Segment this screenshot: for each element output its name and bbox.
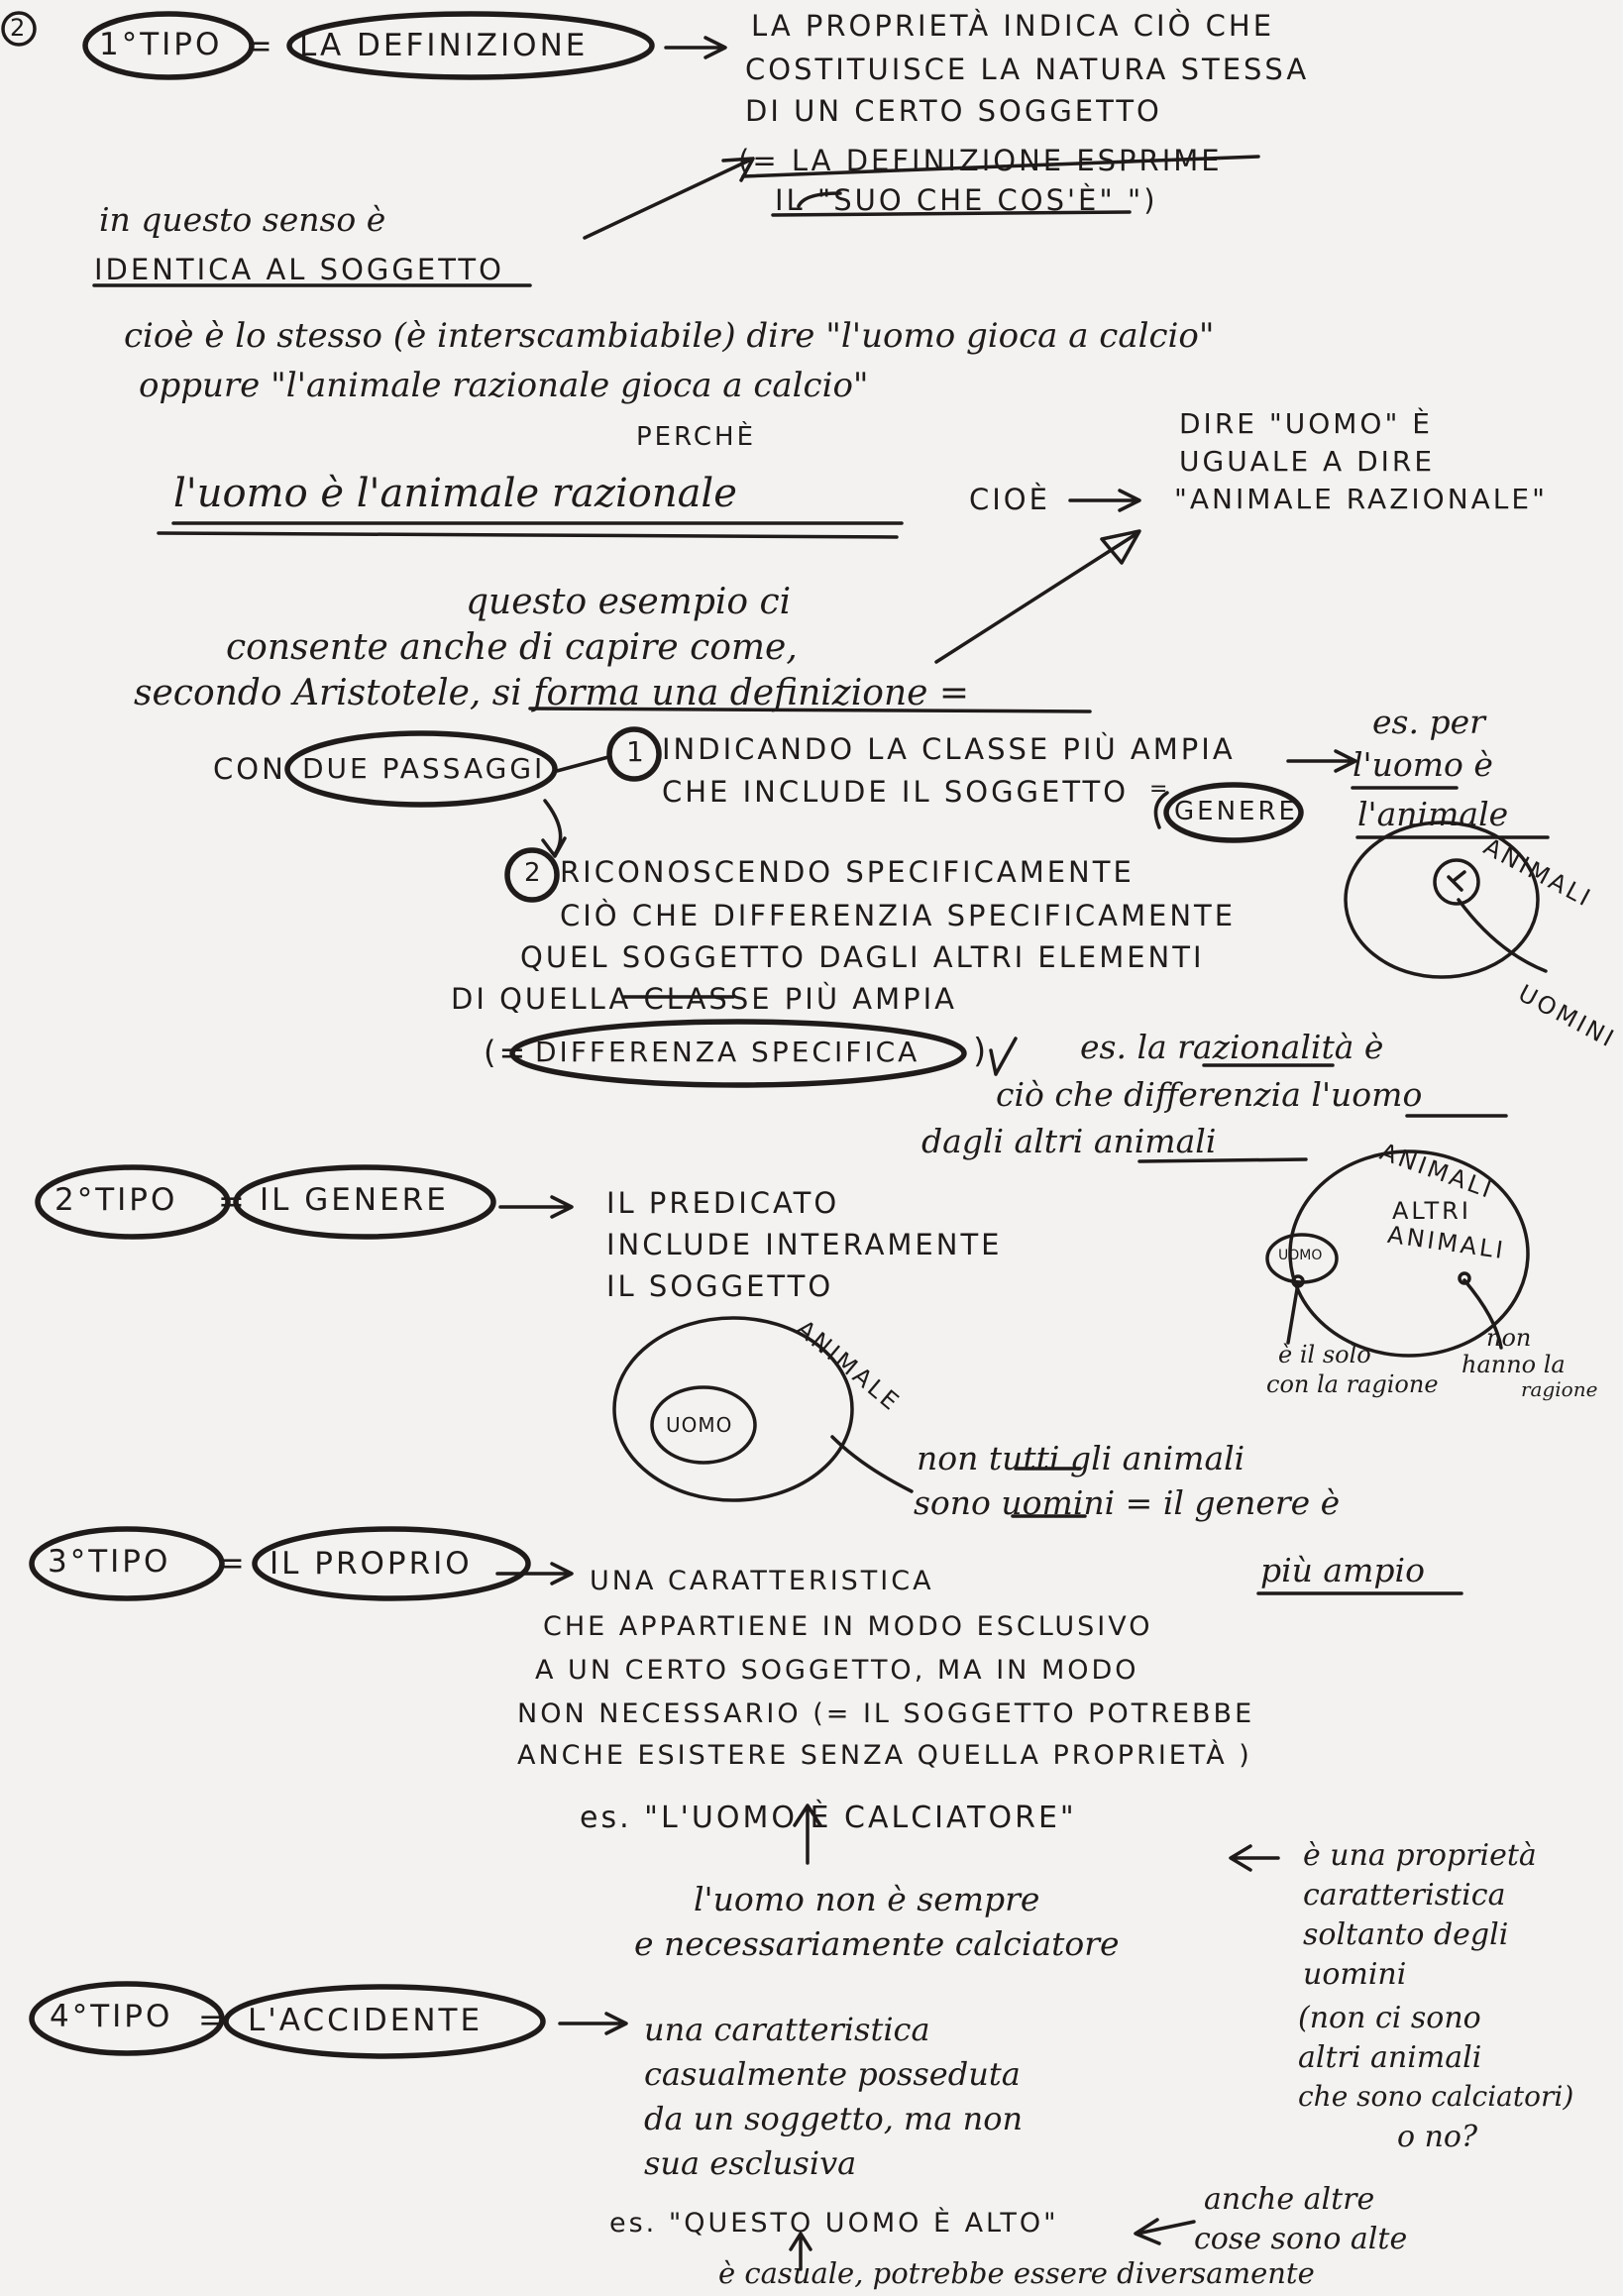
- es1-line-3: l'animale: [1357, 795, 1509, 833]
- tipo2-note-line-3: più ampio: [1260, 1551, 1425, 1589]
- tipo4-note-below: è casuale, potrebbe essere diversamente: [718, 2256, 1315, 2290]
- es1-line-1: es. per: [1372, 703, 1485, 741]
- arrow-to-paren: [585, 159, 753, 238]
- diagram2-altri-line-2: ANIMALI: [1385, 1220, 1508, 1265]
- es2-line-3: dagli altri animali: [921, 1122, 1217, 1160]
- tipo1-dire-line-1: DIRE "UOMO" È: [1179, 407, 1433, 440]
- step1-line-1: INDICANDO LA CLASSE PIÙ AMPIA: [662, 732, 1236, 766]
- tipo4-desc-line-4: sua esclusiva: [644, 2144, 857, 2182]
- es2-line-2: ciò che differenzia l'uomo: [996, 1075, 1423, 1114]
- tipo2-desc-line-2: INCLUDE INTERAMENTE: [606, 1228, 1003, 1261]
- step2-line-2: CIÒ CHE DIFFERENZIA SPECIFICAMENTE: [560, 899, 1237, 932]
- tipo1-example-line-1: cioè è lo stesso (è interscambiabile) dire "l'uomo gioca a calcio": [124, 316, 1215, 356]
- diagram2-note2-line-1: non: [1486, 1324, 1532, 1352]
- tipo2-diagram-inner: UOMO: [666, 1413, 733, 1437]
- es1-line-2: l'uomo è: [1352, 745, 1493, 784]
- arrow-tipo1: [666, 38, 725, 57]
- step2-line-4: DI QUELLA CLASSE PIÙ AMPIA: [451, 982, 958, 1016]
- tipo3-note-right-6: altri animali: [1298, 2040, 1482, 2075]
- step2-line-3: QUEL SOGGETTO DAGLI ALTRI ELEMENTI: [520, 940, 1205, 974]
- def-due-passaggi: DUE PASSAGGI: [302, 752, 546, 785]
- def-con: CON: [213, 752, 286, 786]
- tipo4-name: L'ACCIDENTE: [248, 2003, 484, 2038]
- arrow-es-per: [1288, 751, 1355, 771]
- tipo3-desc-line-1: UNA CARATTERISTICA: [590, 1566, 934, 1596]
- step1-genere: GENERE: [1174, 797, 1298, 826]
- tipo3-desc-line-5: ANCHE ESISTERE SENZA QUELLA PROPRIETÀ ): [517, 1740, 1252, 1771]
- tipo1-desc-line-1: LA PROPRIETÀ INDICA CIÒ CHE: [751, 9, 1275, 43]
- tipo1-dire-line-2: UGUALE A DIRE: [1179, 445, 1436, 478]
- tipo2-label: 2°TIPO: [54, 1182, 178, 1218]
- equals-sign-2: =: [218, 1182, 248, 1220]
- diagram2-note2-line-2: hanno la: [1461, 1351, 1566, 1378]
- arrow-left-proprieta: [1231, 1846, 1278, 1870]
- arrow-left-alto: [1136, 2220, 1194, 2243]
- tipo4-desc-line-2: casualmente posseduta: [644, 2055, 1021, 2093]
- equals-sign-1: =: [246, 27, 275, 64]
- es2-line-1: es. la razionalità è: [1080, 1028, 1384, 1066]
- tipo4-desc-line-1: una caratteristica: [644, 2011, 930, 2048]
- tipo2-name: IL GENERE: [260, 1182, 449, 1218]
- def-intro-line-1: questo esempio ci: [466, 582, 792, 622]
- tipo4-desc-line-3: da un soggetto, ma non: [644, 2100, 1024, 2137]
- step1-line-2: CHE INCLUDE IL SOGGETTO: [662, 775, 1130, 809]
- tipo3-note-right-5: (non ci sono: [1298, 2001, 1481, 2035]
- tipo1-example-line-2: oppure "l'animale razionale gioca a calcio": [139, 366, 869, 405]
- tipo3-note-right-1: è una proprietà: [1303, 1838, 1537, 1873]
- tipo4-label: 4°TIPO: [50, 1999, 173, 2034]
- tipo1-note-line-1: in questo senso è: [99, 200, 386, 239]
- tipo3-note-right-7: che sono calciatori): [1298, 2080, 1574, 2113]
- tipo3-note-right-8: o no?: [1397, 2120, 1478, 2154]
- underline-main-sentence-2: [159, 533, 897, 537]
- tipo3-label: 3°TIPO: [48, 1544, 171, 1580]
- tipo1-desc-line-3: DI UN CERTO SOGGETTO: [745, 94, 1162, 128]
- tipo3-desc-line-3: A UN CERTO SOGGETTO, MA IN MODO: [535, 1655, 1139, 1686]
- arrow-to-dire: [936, 531, 1139, 662]
- tipo4-example: es. "QUESTO UOMO È ALTO": [609, 2208, 1059, 2239]
- tipo2-desc-line-1: IL PREDICATO: [606, 1186, 840, 1220]
- tipo3-note-right-4: uomini: [1303, 1957, 1407, 1992]
- page-number: 2: [10, 14, 26, 42]
- tipo3-example: es. "L'UOMO È CALCIATORE": [580, 1801, 1077, 1835]
- diagram1-mark: [1449, 872, 1464, 890]
- tipo1-desc-line-2: COSTITUISCE LA NATURA STESSA: [745, 53, 1310, 86]
- tipo1-paren-line-1: (= LA DEFINIZIONE ESPRIME: [738, 144, 1223, 177]
- tipo2-desc-line-3: IL SOGGETTO: [606, 1269, 834, 1303]
- def-intro-line-2: consente anche di capire come,: [226, 627, 798, 668]
- tipo3-note-right-3: soltanto degli: [1303, 1917, 1509, 1952]
- tick-es2: [991, 1039, 1016, 1074]
- step2-line-1: RICONOSCENDO SPECIFICAMENTE: [560, 855, 1135, 889]
- diagram2-label-uomo: UOMO: [1278, 1248, 1323, 1263]
- tipo4-note-right-1: anche altre: [1204, 2182, 1375, 2217]
- tipo3-note-below-1: l'uomo non è sempre: [694, 1880, 1040, 1918]
- tipo1-name: LA DEFINIZIONE: [299, 28, 589, 63]
- tipo1-paren-line-2: IL "SUO CHE COS'È" "): [775, 183, 1158, 217]
- def-intro-line-3: secondo Aristotele, si forma una definizione =: [134, 673, 970, 713]
- tipo2-note-line-1: non tutti gli animali: [917, 1439, 1245, 1477]
- step2-paren-open: (=: [484, 1034, 529, 1071]
- tipo1-cioe: CIOÈ: [969, 483, 1050, 516]
- tipo4-note-right-2: cose sono alte: [1194, 2222, 1408, 2256]
- tipo3-desc-line-2: CHE APPARTIENE IN MODO ESCLUSIVO: [543, 1611, 1153, 1642]
- diagram2-note2-line-3: ragione: [1521, 1377, 1598, 1401]
- diagram2-label-outer: ANIMALI: [1376, 1138, 1498, 1205]
- tipo3-name: IL PROPRIO: [270, 1546, 473, 1582]
- step1-number: 1: [626, 735, 644, 768]
- diagram1-inner-circle: [1435, 860, 1478, 904]
- diagram2-pointer-1: [1288, 1283, 1298, 1343]
- tipo1-perche: PERCHÈ: [636, 422, 757, 452]
- equals-sign-4: =: [198, 2001, 228, 2038]
- arrow-tipo2: [500, 1197, 572, 1217]
- line-to-step-1: [557, 757, 608, 771]
- step2-differenza: DIFFERENZA SPECIFICA: [535, 1036, 920, 1068]
- diagram1-label-inner: UOMINI: [1513, 979, 1621, 1054]
- tipo2-note-line-2: sono uomini = il genere è: [914, 1483, 1341, 1522]
- diagram2-note1-line-1: è il solo: [1278, 1341, 1371, 1368]
- tipo1-label: 1°TIPO: [99, 27, 223, 62]
- arrow-to-step-2: [543, 801, 565, 856]
- arrow-cioe: [1070, 491, 1139, 510]
- tipo2-diagram-outer: ANIMALE: [791, 1314, 907, 1418]
- tipo1-main-sentence: l'uomo è l'animale razionale: [173, 471, 737, 516]
- tipo3-note-right-2: caratteristica: [1303, 1878, 1506, 1913]
- diagram2-note1-line-2: con la ragione: [1266, 1370, 1439, 1398]
- diagram2-altri-line-1: ALTRI: [1392, 1197, 1471, 1225]
- tipo1-dire-line-3: "ANIMALE RAZIONALE": [1174, 483, 1548, 515]
- step2-paren-close: ): [973, 1032, 990, 1071]
- equals-sign-3: =: [218, 1544, 248, 1582]
- diagram1-label-outer: ANIMALI: [1478, 832, 1597, 914]
- tipo3-note-below-2: e necessariamente calciatore: [634, 1924, 1120, 1963]
- tipo1-identica: IDENTICA AL SOGGETTO: [94, 253, 504, 286]
- tipo3-desc-line-4: NON NECESSARIO (= IL SOGGETTO POTREBBE: [517, 1698, 1255, 1729]
- arrow-tipo4: [560, 2014, 626, 2033]
- step2-number: 2: [524, 858, 541, 888]
- step1-dash: =: [1149, 777, 1171, 802]
